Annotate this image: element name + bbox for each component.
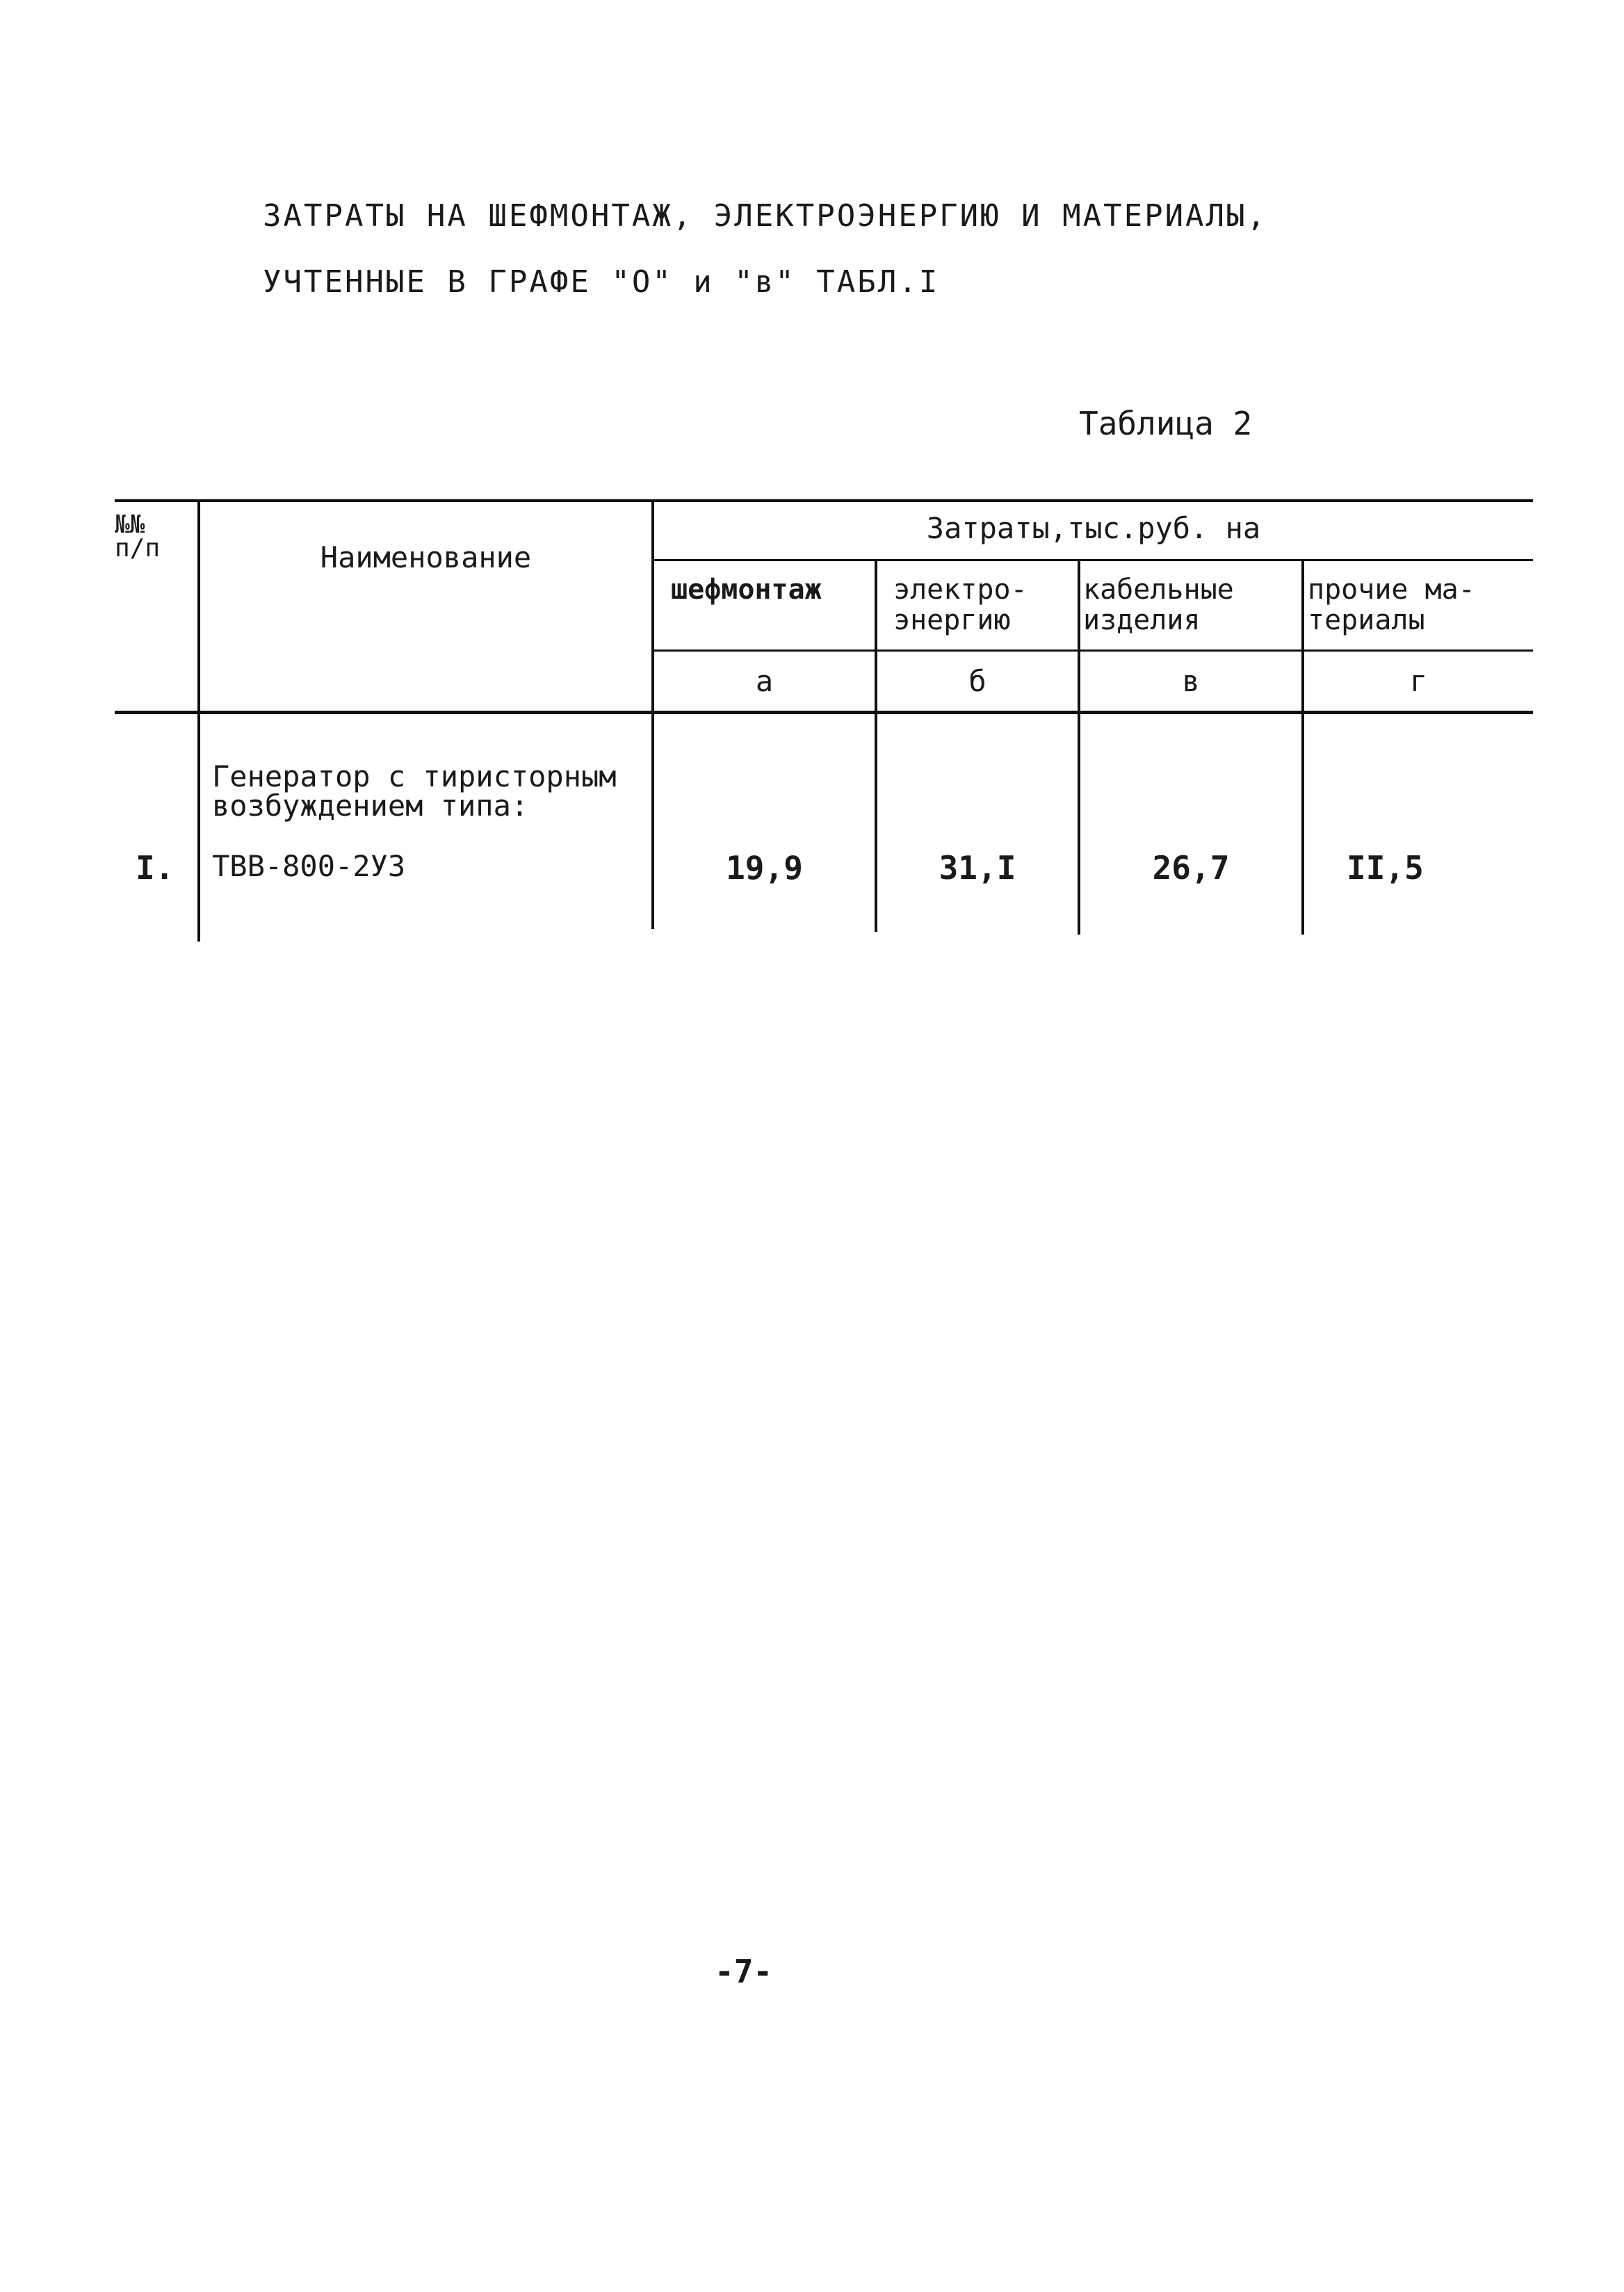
row-value-c: 26,7: [1152, 849, 1230, 887]
table-caption: Таблица 2: [1079, 405, 1253, 442]
name-col-header: Наименование: [320, 540, 532, 574]
group-label-line2: возбуждением типа:: [212, 789, 529, 823]
col-b-header-line1: электро-: [893, 574, 1028, 606]
row-number: I.: [136, 849, 174, 887]
table-top-rule: [115, 499, 1533, 502]
col-d-header-line2: териалы: [1308, 604, 1425, 636]
codes-rule: [651, 649, 1533, 652]
page-number: -7-: [715, 1953, 773, 1990]
costs-group-rule: [651, 559, 1533, 561]
title-line-1: ЗАТРАТЫ НА ШЕФМОНТАЖ, ЭЛЕКТРОЭНЕРГИЮ И МАТЕРИАЛЫ,: [263, 198, 1268, 234]
col-d-header-line1: прочие ма-: [1308, 574, 1475, 606]
col-a-header: [671, 574, 822, 605]
costs-group-header: Затраты,тыс.руб. на: [926, 511, 1261, 545]
row-name: ТВВ-800-2УЗ: [212, 849, 406, 883]
number-col-header-line2: п/п: [115, 534, 161, 563]
title-line-2: УЧТЕННЫЕ В ГРАФЕ "О" и "в" ТАБЛ.I: [263, 264, 940, 300]
col-c-rule: [1301, 559, 1304, 935]
col-a-header-line1: шефмонтаж: [671, 574, 822, 606]
col-b-code: б: [968, 664, 986, 698]
group-label-line1: Генератор с тиристорным: [212, 759, 617, 793]
col-c-code: в: [1182, 664, 1200, 698]
col-a-code: а: [755, 664, 774, 698]
group-label: [212, 759, 617, 823]
row-value-d: II,5: [1347, 849, 1424, 887]
row-value-b: 31,I: [939, 849, 1016, 887]
number-col-header-line1: №№: [115, 510, 145, 539]
header-bottom-rule: [115, 711, 1533, 714]
col-c-header: [1083, 574, 1234, 636]
col-b-header: [893, 574, 1028, 636]
col-c-header-line2: изделия: [1083, 604, 1201, 636]
col-d-header: [1308, 574, 1475, 636]
col-d-code: г: [1409, 664, 1428, 698]
col-b-header-line2: энергию: [893, 604, 1011, 636]
row-value-a: 19,9: [726, 849, 803, 887]
col-c-header-line1: кабельные: [1083, 574, 1234, 606]
number-col-header: [115, 510, 161, 563]
cost-table: [115, 499, 1533, 944]
